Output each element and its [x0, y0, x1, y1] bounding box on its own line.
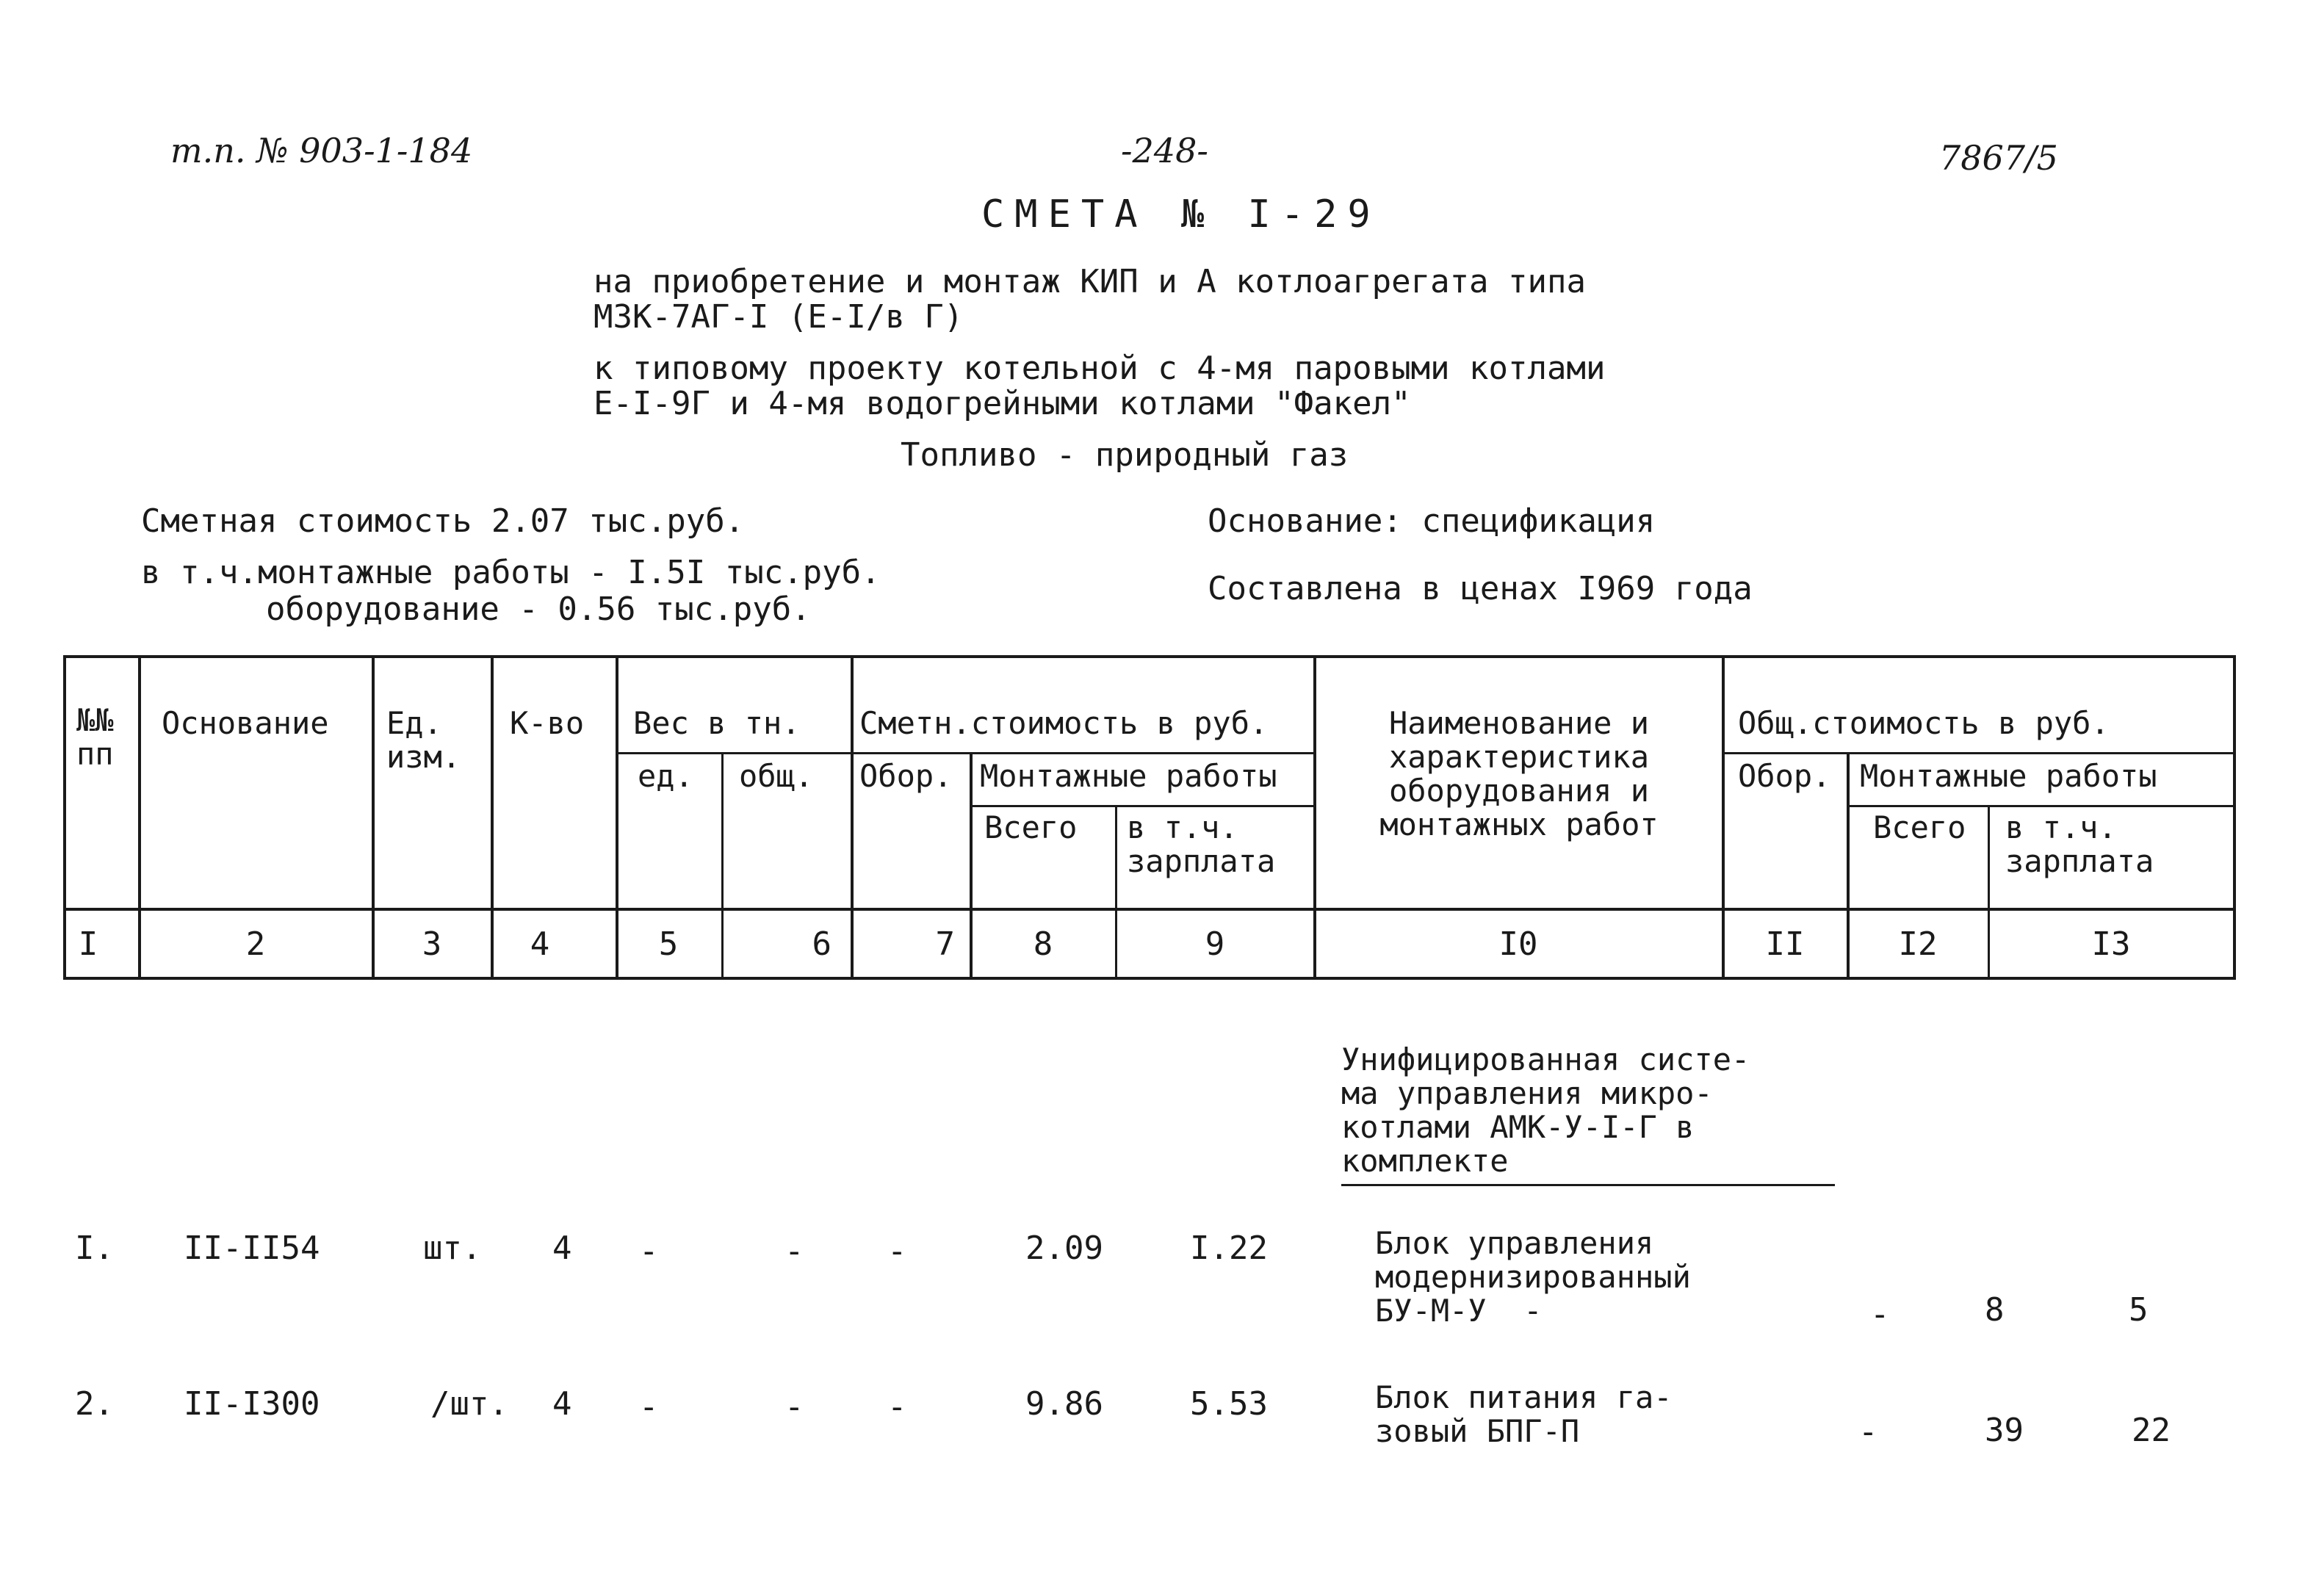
col-wage-header: в т.ч. зарплата [1127, 809, 1276, 879]
row-weight-total: - [784, 1232, 804, 1270]
col-unit-header: Ед. изм. [386, 705, 461, 775]
row-wage: I.22 [1190, 1230, 1268, 1267]
col-wage2-header: в т.ч. зарплата [2005, 809, 2154, 879]
row-name: Блок питания га- зовый БПГ-П [1375, 1379, 1673, 1449]
row-number: I. [75, 1230, 114, 1267]
project-number: т.п. № 903-1-184 [170, 131, 473, 170]
col-number-9: 9 [1205, 925, 1225, 963]
col-number-11: II [1765, 925, 1805, 963]
price-year: Составлена в ценах I969 года [1208, 570, 1753, 607]
row-basis: II-I300 [184, 1385, 320, 1423]
col-basis-header: Основание [162, 705, 329, 741]
col-weight-unit-header: ед. [638, 758, 693, 794]
col-number-7: 7 [935, 925, 955, 963]
row-total-install: 39 [1985, 1412, 2024, 1449]
col-number-2: 2 [245, 925, 266, 963]
row-equipment: - [887, 1388, 907, 1426]
row-name: Блок управления модернизированный БУ-М-У - [1375, 1225, 1691, 1329]
col-equipment-header: Обор. [859, 758, 953, 794]
col-number-6: 6 [812, 925, 831, 963]
row-equipment: - [887, 1232, 907, 1270]
col-total-cost-header: Общ.стоимость в руб. [1738, 705, 2110, 741]
col-number-1: I [78, 925, 98, 963]
title-line-2: МЗК-7АГ-I (Е-I/в Г) [594, 298, 964, 336]
row-unit: шт. [423, 1230, 482, 1267]
row-total-equipment: - [1858, 1413, 1878, 1451]
col-install-total-header: Всего [984, 809, 1078, 845]
installation-cost: в т.ч.монтажные работы - I.5I тыс.руб. [141, 554, 881, 591]
row-total-install: 8 [1985, 1291, 2005, 1329]
section-title: Унифицированная систе- ма управления микро- котлами АМК-У-I-Г в комплекте [1341, 1041, 1750, 1179]
estimated-cost: Сметная стоимость 2.07 тыс.руб. [141, 502, 745, 540]
row-total-wage: 5 [2129, 1291, 2149, 1329]
fuel-type: Топливо - природный газ [901, 436, 1349, 474]
row-quantity: 4 [552, 1385, 572, 1423]
col-installation2-header: Монтажные работы [1860, 758, 2157, 794]
col-estimated-cost-header: Сметн.стоимость в руб. [859, 705, 1269, 741]
row-weight-unit: - [639, 1388, 659, 1426]
row-install-total: 2.09 [1025, 1230, 1103, 1267]
col-weight-total-header: общ. [739, 758, 814, 794]
row-total-equipment: - [1870, 1296, 1890, 1333]
row-weight-total: - [784, 1388, 804, 1426]
page-number: -248- [1121, 131, 1208, 170]
title-line-4: Е-I-9Г и 4-мя водогрейными котлами "Факел" [594, 385, 1411, 422]
col-qty-header: К-во [510, 705, 585, 741]
document-heading: СМЕТА № I-29 [981, 192, 1381, 236]
row-total-wage: 22 [2132, 1412, 2171, 1449]
col-weight-header: Вес в тн. [633, 705, 801, 741]
row-weight-unit: - [639, 1232, 659, 1270]
col-number-3: 3 [422, 925, 442, 963]
col-name-header: Наименование и характеристика оборудования и монтажных работ [1379, 705, 1659, 842]
col-install-total2-header: Всего [1873, 809, 1966, 845]
basis-note: Основание: спецификация [1208, 502, 1656, 540]
equipment-cost: оборудование - 0.56 тыс.руб. [266, 591, 811, 628]
col-num-header: №№ пп [76, 702, 114, 772]
row-unit: /шт. [430, 1385, 508, 1423]
row-quantity: 4 [552, 1230, 572, 1267]
row-number: 2. [75, 1385, 114, 1423]
row-wage: 5.53 [1190, 1385, 1268, 1423]
row-basis: II-II54 [184, 1230, 320, 1267]
title-line-1: на приобретение и монтаж КИП и А котлоагрегата типа [594, 263, 1587, 300]
col-number-5: 5 [658, 925, 679, 963]
col-number-8: 8 [1033, 925, 1053, 963]
col-number-10: I0 [1498, 925, 1538, 963]
document-code: 7867/5 [1939, 138, 2058, 178]
section-underline [1341, 1184, 1835, 1186]
col-equipment2-header: Обор. [1738, 758, 1831, 794]
col-number-4: 4 [530, 925, 550, 963]
title-line-3: к типовому проекту котельной с 4-мя паровыми котлами [594, 350, 1606, 387]
col-number-12: I2 [1898, 925, 1938, 963]
row-install-total: 9.86 [1025, 1385, 1103, 1423]
col-installation-header: Монтажные работы [980, 758, 1277, 794]
col-number-13: I3 [2091, 925, 2131, 963]
